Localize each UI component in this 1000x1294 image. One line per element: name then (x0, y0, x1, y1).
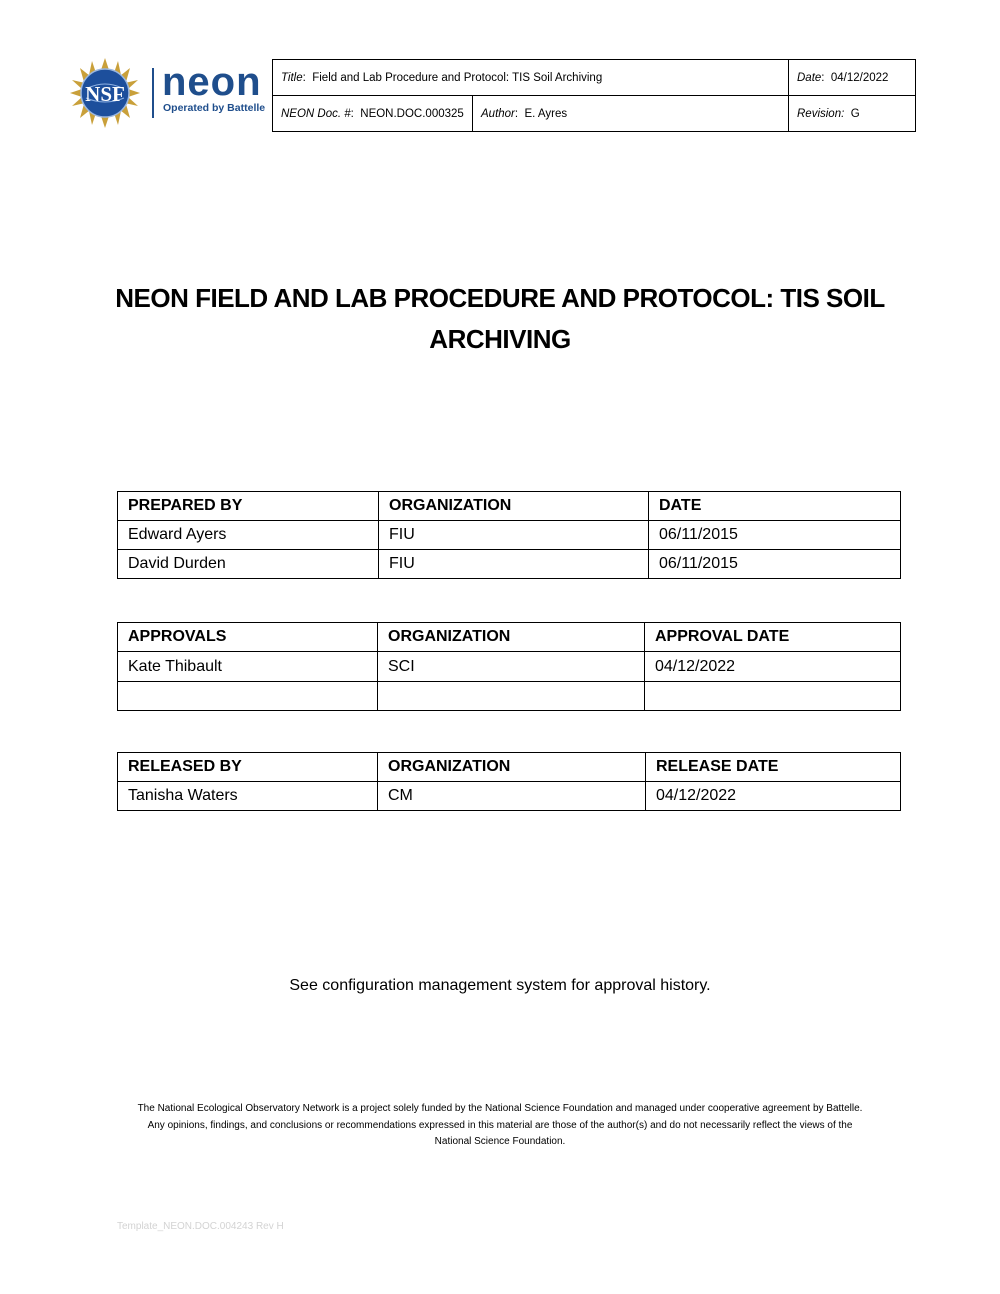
approver-organization: SCI (378, 652, 645, 682)
header-date-value: 04/12/2022 (830, 71, 889, 84)
header-title-label: Title (281, 71, 303, 84)
preparer-date: 06/11/2015 (649, 550, 901, 579)
header-author-cell: Author: E. Ayres (473, 96, 789, 132)
header-title-value: Field and Lab Procedure and Protocol: TIS Soil Archiving (312, 71, 603, 84)
released-by-table (117, 752, 901, 811)
header-title-cell: Title: Field and Lab Procedure and Protocol: TIS Soil Archiving (273, 60, 789, 96)
neon-tagline: Operated by Battelle (163, 102, 266, 114)
neon-nsf-logo (66, 58, 270, 128)
header-doc-label: NEON Doc. # (281, 107, 351, 120)
table-row (118, 782, 901, 811)
table-header-row (118, 623, 901, 652)
preparer-name: Edward Ayers (118, 521, 379, 550)
header-doc-value: NEON.DOC.000325 (360, 107, 464, 120)
table-row (118, 550, 901, 579)
disclaimer-line2: Any opinions, findings, and conclusions or recommendations expressed in this material are those of the author(s) and do not necessarily reflect the views of the (147, 1119, 853, 1131)
header-revision-value: G (850, 107, 860, 120)
date-header: DATE (649, 492, 901, 521)
release-date-header: RELEASE DATE (646, 753, 901, 782)
table-row (118, 521, 901, 550)
header-revision-cell (789, 96, 916, 132)
header-author-label: Author (481, 107, 515, 120)
preparer-organization: FIU (379, 550, 649, 579)
document-title (100, 278, 900, 360)
configuration-note: See configuration management system for approval history. (289, 977, 711, 994)
preparer-organization: FIU (379, 521, 649, 550)
header-date-label: Date (797, 71, 822, 84)
approval-date-header: APPROVAL DATE (645, 623, 901, 652)
releaser-name: Tanisha Waters (118, 782, 378, 811)
header-author-value: E. Ayres (524, 107, 568, 120)
prepared-by-table (117, 491, 901, 579)
nsf-seal-text: NSF (85, 82, 125, 106)
release-date: 04/12/2022 (646, 782, 901, 811)
organization-header: ORGANIZATION (378, 623, 645, 652)
preparer-name: David Durden (118, 550, 379, 579)
document-title-line1: NEON FIELD AND LAB PROCEDURE AND PROTOCOL: TIS SOIL (115, 283, 885, 313)
table-header-row (118, 753, 901, 782)
disclaimer-line1: The National Ecological Observatory Network is a project solely funded by the National Science Foundation and managed under cooperative agreement by Battelle. (137, 1103, 863, 1114)
preparer-date: 06/11/2015 (649, 521, 901, 550)
approval-date (645, 682, 901, 711)
neon-wordmark: neon (162, 60, 262, 104)
released-by-header: RELEASED BY (118, 753, 378, 782)
organization-header: ORGANIZATION (379, 492, 649, 521)
disclaimer-line3: National Science Foundation. (434, 1136, 566, 1147)
prepared-by-header: PREPARED BY (118, 492, 379, 521)
approver-name (118, 682, 378, 711)
table-row (118, 652, 901, 682)
header-doc-cell: NEON Doc. #: NEON.DOC.000325 (273, 96, 473, 132)
releaser-organization: CM (378, 782, 646, 811)
header-revision-label: Revision: (797, 107, 845, 120)
document-header-table (272, 59, 916, 132)
approval-date: 04/12/2022 (645, 652, 901, 682)
template-identifier: Template_NEON.DOC.004243 Rev H (117, 1221, 284, 1232)
nsf-seal-icon (66, 58, 144, 128)
funding-disclaimer (100, 1101, 900, 1151)
header-date-cell: Date: 04/12/2022 (789, 60, 916, 96)
approver-name: Kate Thibault (118, 652, 378, 682)
table-header-row (118, 492, 901, 521)
table-row (118, 682, 901, 711)
organization-header: ORGANIZATION (378, 753, 646, 782)
approvals-table (117, 622, 901, 711)
approver-organization (378, 682, 645, 711)
document-title-line2: ARCHIVING (429, 324, 571, 354)
approvals-header: APPROVALS (118, 623, 378, 652)
logo-divider (152, 68, 154, 118)
